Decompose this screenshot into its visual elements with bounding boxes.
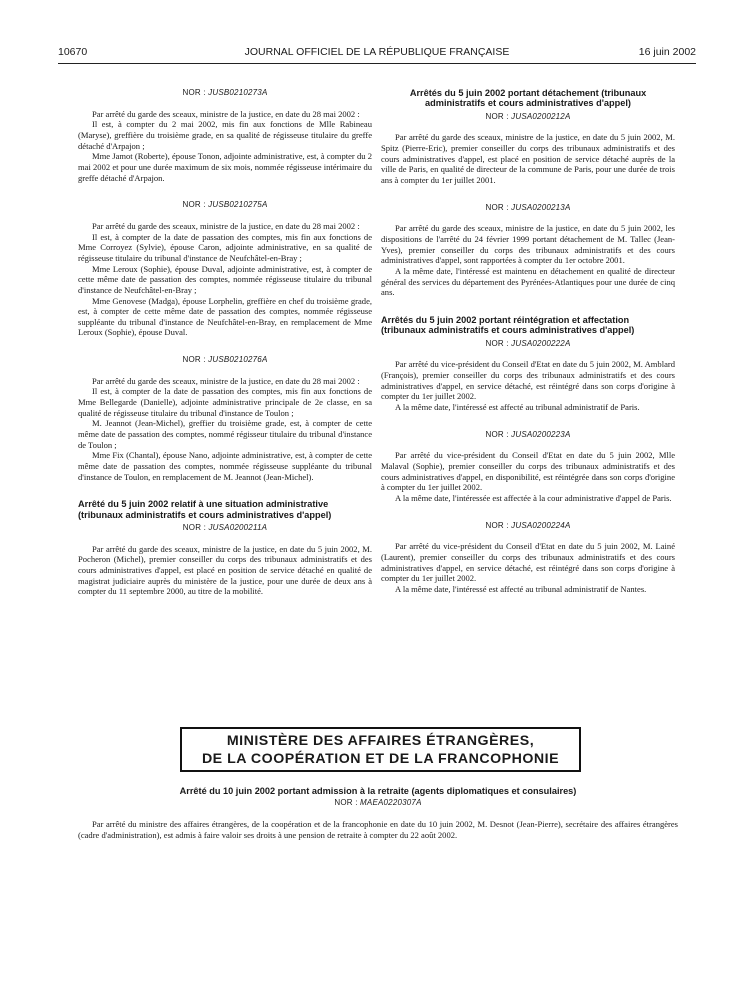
paragraph: Par arrêté du ministre des affaires étrangères, de la coopération et de la francophonie en date du 10 juin 2002, M. Desnot (Jean-Pierre), secrétaire des affaires étrangères (cadre d'administration), est admis à faire valoir ses droits à une pension de retraite à compter du 22 août 2002. [78,819,678,840]
paragraph: Par arrêté du garde des sceaux, ministre de la justice, en date du 28 mai 2002 : [92,220,360,231]
nor-reference: NOR : MAEA0220307A [334,798,422,808]
decree-title: Arrêtés du 5 juin 2002 portant réintégration et affectation (tribunaux administratifs et cours administratives d'appel) [381,315,635,336]
left-column [78,88,372,614]
paragraph: Par arrêté du vice-président du Conseil d'Etat en date du 5 juin 2002, M. Amblard (François), premier conseiller du corps des tribunaux administratifs et des cours administratives d'appel, en service détaché, est réintégré dans son corps d'origine à compter du 1er juillet 2002. [381,359,675,402]
decree-title: Arrêté du 10 juin 2002 portant admission à la retraite (agents diplomatiques et consulaires) [179,786,577,796]
paragraph: A la même date, l'intéressé est affecté au tribunal administratif de Nantes. [395,583,647,594]
decree-section [381,430,675,504]
decree-section [381,203,675,298]
paragraph: Par arrêté du vice-président du Conseil d'Etat en date du 5 juin 2002, Mlle Malaval (Sophie), premier conseiller du corps des tribunaux administratifs et des cours administratives d'appel, en disponibilité, est réintégrée dans son corps d'origine à compter du 1er juillet 2002. [381,450,675,493]
decree-section [381,112,675,186]
paragraph: Mme Jamot (Roberte), épouse Tonon, adjointe administrative, est, à compter du 2 mai 2002 et pour une durée maximum de six mois, nommée régisseuse intérimaire du greffe détaché d'Arpajon. [78,151,372,183]
ministry-name-line1: MINISTÈRE DES AFFAIRES ÉTRANGÈRES, [226,733,535,749]
decree-section [78,355,372,482]
decree-section [78,88,372,183]
paragraph: Par arrêté du garde des sceaux, ministre de la justice, en date du 5 juin 2002, M. Spitz (Pierre-Eric), premier conseiller du corps des tribunaux administratifs et des cours administratives d'appel, est placé en position de service détaché auprès de la ville de Paris, en qualité de directeur de la commune de Paris, pour une durée de trois ans à compter du 1er juillet 2001. [381,132,675,186]
decree-title: Arrêté du 5 juin 2002 relatif à une situation administrative (tribunaux administratifs et cours administratives d'appel) [78,499,332,520]
nor-reference: NOR : JUSB0210273A [182,88,268,97]
paragraph: Par arrêté du garde des sceaux, ministre de la justice, en date du 28 mai 2002 : [92,375,360,386]
nor-reference: NOR : JUSB0210276A [182,355,268,365]
paragraph: A la même date, l'intéressée est affectée à la cour administrative d'appel de Paris. [395,493,672,504]
paragraph: A la même date, l'intéressé est maintenu en détachement en qualité de directeur général des services du département des Pyrénées-Atlantiques pour une durée de cinq ans. [381,266,675,298]
paragraph: Il est, à compter du 2 mai 2002, mis fin aux fonctions de Mlle Rabineau (Maryse), greffière du troisième grade, en sa qualité de régisseuse titulaire du greffe détaché d'Arpajon ; [78,119,372,151]
paragraph: Par arrêté du garde des sceaux, ministre de la justice, en date du 5 juin 2002, M. Pocheron (Michel), premier conseiller du corps des tribunaux administratifs et des cours administratives d'appel, est placé en position de service détaché en qualité de magistrat judiciaire auprès du ministère de la justice, pour une durée de deux ans à compter du 11 septembre 2000, au titre de la mobilité. [78,543,372,597]
nor-reference: NOR : JUSA0200224A [485,520,571,530]
paragraph: Par arrêté du garde des sceaux, ministre de la justice, en date du 28 mai 2002 : [92,108,360,119]
nor-reference: NOR : JUSA0200222A [485,338,571,348]
page-number: 10670 [58,46,88,58]
paragraph: Mme Fix (Chantal), épouse Nano, adjointe administrative, est, à compter de cette même date de passation des comptes, nommée régisseuse suppléante du tribunal d'instance de Toulon, en remplacement de M. Jeannot (Jean-Michel). [78,450,372,482]
nor-reference: NOR : JUSA0200223A [485,429,571,439]
paragraph: Mme Leroux (Sophie), épouse Duval, adjointe administrative, est, à compter de cette même date de passation des comptes, nommée régisseuse titulaire du tribunal d'instance de Neufchâtel-en-Bray ; [78,263,372,295]
decree-section [381,339,675,413]
ministry-heading-box [180,727,581,772]
paragraph: Il est, à compter de la date de passation des comptes, mis fin aux fonctions de Mme Bellegarde (Danielle), adjointe administrative principale de 2e classe, en sa qualité de régisseuse titulaire du tribunal d'instance de Toulon ; [78,386,372,418]
paragraph: M. Jeannot (Jean-Michel), greffier du troisième grade, est, à compter de cette même date de passation des comptes, nommé régisseur titulaire du tribunal d'instance de Toulon ; [78,418,372,450]
nor-reference: NOR : JUSA0200212A [485,111,571,121]
paragraph: Par arrêté du vice-président du Conseil d'Etat en date du 5 juin 2002, M. Lainé (Laurent), premier conseiller du corps des tribunaux administratifs et des cours administratives d'appel, en service détaché, est réintégré dans son corps d'origine à compter du 1er juillet 2002. [381,541,675,584]
paragraph: Par arrêté du garde des sceaux, ministre de la justice, en date du 5 juin 2002, les dispositions de l'arrêté du 24 février 1999 portant détachement de M. Tallec (Jean-Yves), premier conseiller du corps des tribunaux administratifs et des cours administratives d'appel, sont rapportées à compter du 1er octobre 2001. [381,223,675,266]
bottom-decree [78,786,678,840]
page-header [58,46,696,60]
decree-section [78,200,372,338]
decree-title: Arrêtés du 5 juin 2002 portant détachement (tribunaux administratifs et cours administratives d'appel) [409,88,647,109]
nor-reference: NOR : JUSA0200211A [182,523,268,533]
nor-reference: NOR : JUSA0200213A [485,202,571,212]
decree-section [381,521,675,595]
nor-reference: NOR : JUSB0210275A [182,200,268,210]
paragraph: Mme Genovese (Madga), épouse Lorphelin, greffière en chef du troisième grade, est, à compter de cette même date de passation des comptes, nommée régisseuse suppléante du tribunal d'instance de Neufchâtel-en-Bray, en remplacement de Mme Leroux (Sophie), épouse Duval. [78,295,372,338]
decree-section [78,499,372,597]
right-column [381,88,675,612]
journal-title: JOURNAL OFFICIEL DE LA RÉPUBLIQUE FRANÇAISE [244,46,510,58]
header-rule [58,63,696,64]
ministry-name-line2: DE LA COOPÉRATION ET DE LA FRANCOPHONIE [201,750,560,767]
paragraph: A la même date, l'intéressé est affecté au tribunal administratif de Paris. [395,402,640,413]
paragraph: Il est, à compter de la date de passation des comptes, mis fin aux fonctions de Mme Corroyez (Sylvie), épouse Caron, adjointe administrative, en sa qualité de régisseuse titulaire du tribunal d'instance de Neufchâtel-en-Bray ; [78,231,372,263]
issue-date: 16 juin 2002 [638,46,696,58]
